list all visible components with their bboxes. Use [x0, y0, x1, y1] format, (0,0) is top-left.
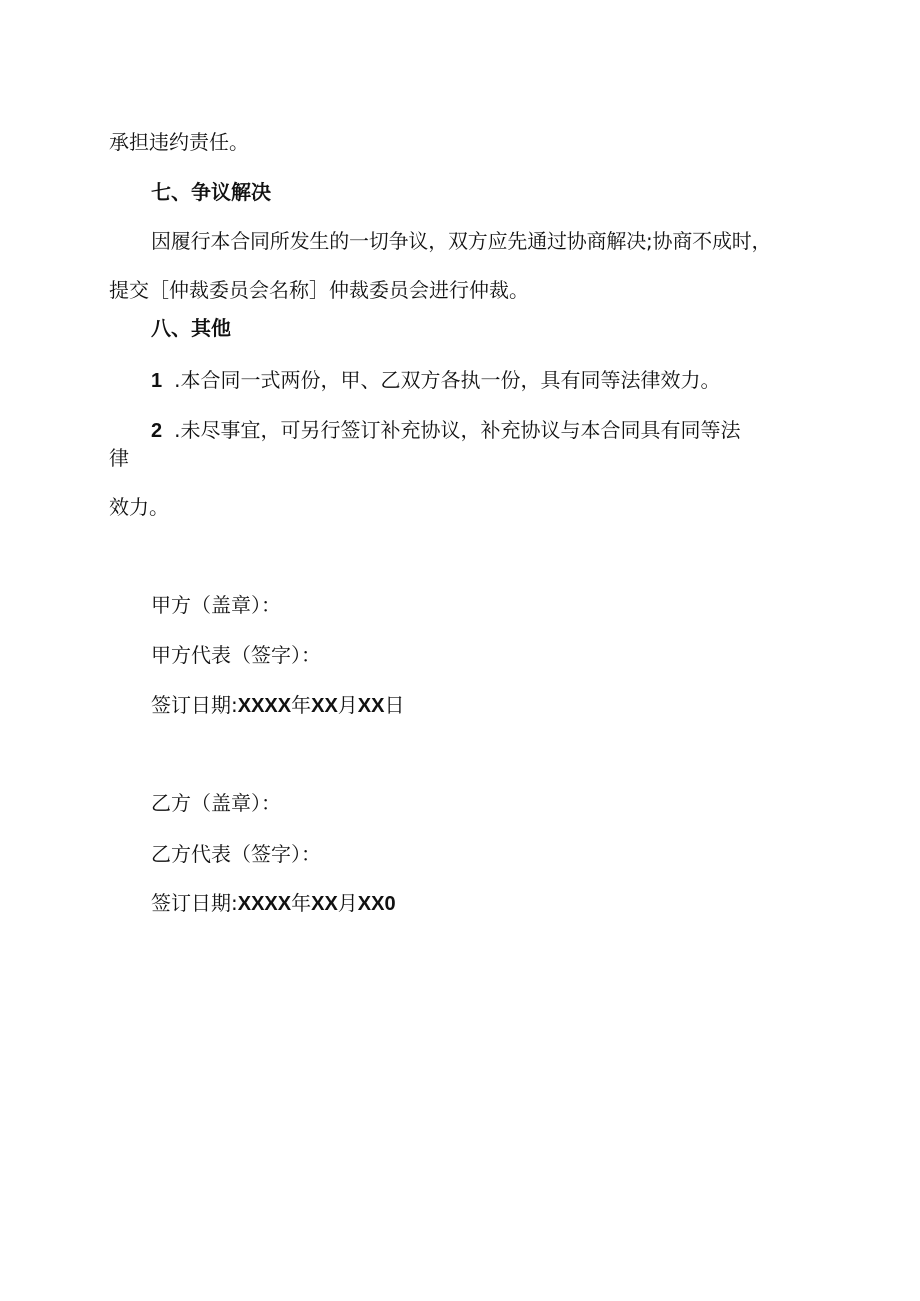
item1-text: .本合同一式两份，甲、乙双方各执一份，具有同等法律效力。 — [174, 368, 721, 392]
party-a-day-char: 日 — [384, 693, 405, 717]
section7-paragraph-line1: 因履行本合同所发生的一切争议，双方应先通过协商解决;协商不成时， — [151, 229, 772, 253]
party-a-sign-date — [151, 693, 404, 718]
item2-text: .未尽事宜，可另行签订补充协议，补充协议与本合同具有同等法 — [174, 418, 741, 442]
item2-number: 2 — [151, 420, 163, 442]
party-b-date-month: XX — [311, 893, 338, 915]
section8-item1 — [151, 368, 720, 393]
party-a-month-char: 月 — [337, 693, 358, 717]
party-b-year-char: 年 — [291, 891, 312, 915]
party-b-date-day: XX0 — [357, 893, 396, 915]
party-a-date-label: 签订日期: — [151, 693, 238, 717]
party-a-date-month: XX — [311, 695, 338, 717]
item2-tail-text: 效力。 — [109, 495, 169, 519]
intro-tail-text: 承担违约责任。 — [109, 130, 249, 154]
item2-wrap-text: 律 — [109, 446, 129, 470]
party-a-representative: 甲方代表（签字）： — [151, 643, 321, 667]
party-b-date-year: XXXX — [237, 893, 292, 915]
party-b-sign-date — [151, 891, 396, 916]
section7-paragraph-line2: 提交［仲裁委员会名称］仲裁委员会进行仲裁。 — [109, 278, 529, 302]
section8-heading: 八、其他 — [151, 316, 231, 340]
party-a-year-char: 年 — [291, 693, 312, 717]
party-b-date-label: 签订日期: — [151, 891, 238, 915]
party-b-month-char: 月 — [337, 891, 358, 915]
item1-number: 1 — [151, 370, 163, 392]
party-b-seal: 乙方（盖章）： — [151, 791, 281, 815]
section7-heading: 七、争议解决 — [151, 180, 271, 204]
section8-item2 — [151, 418, 740, 443]
party-b-representative: 乙方代表（签字）： — [151, 842, 321, 866]
party-a-date-day: XX — [357, 695, 385, 717]
party-a-seal: 甲方（盖章）： — [151, 593, 281, 617]
party-a-date-year: XXXX — [237, 695, 292, 717]
